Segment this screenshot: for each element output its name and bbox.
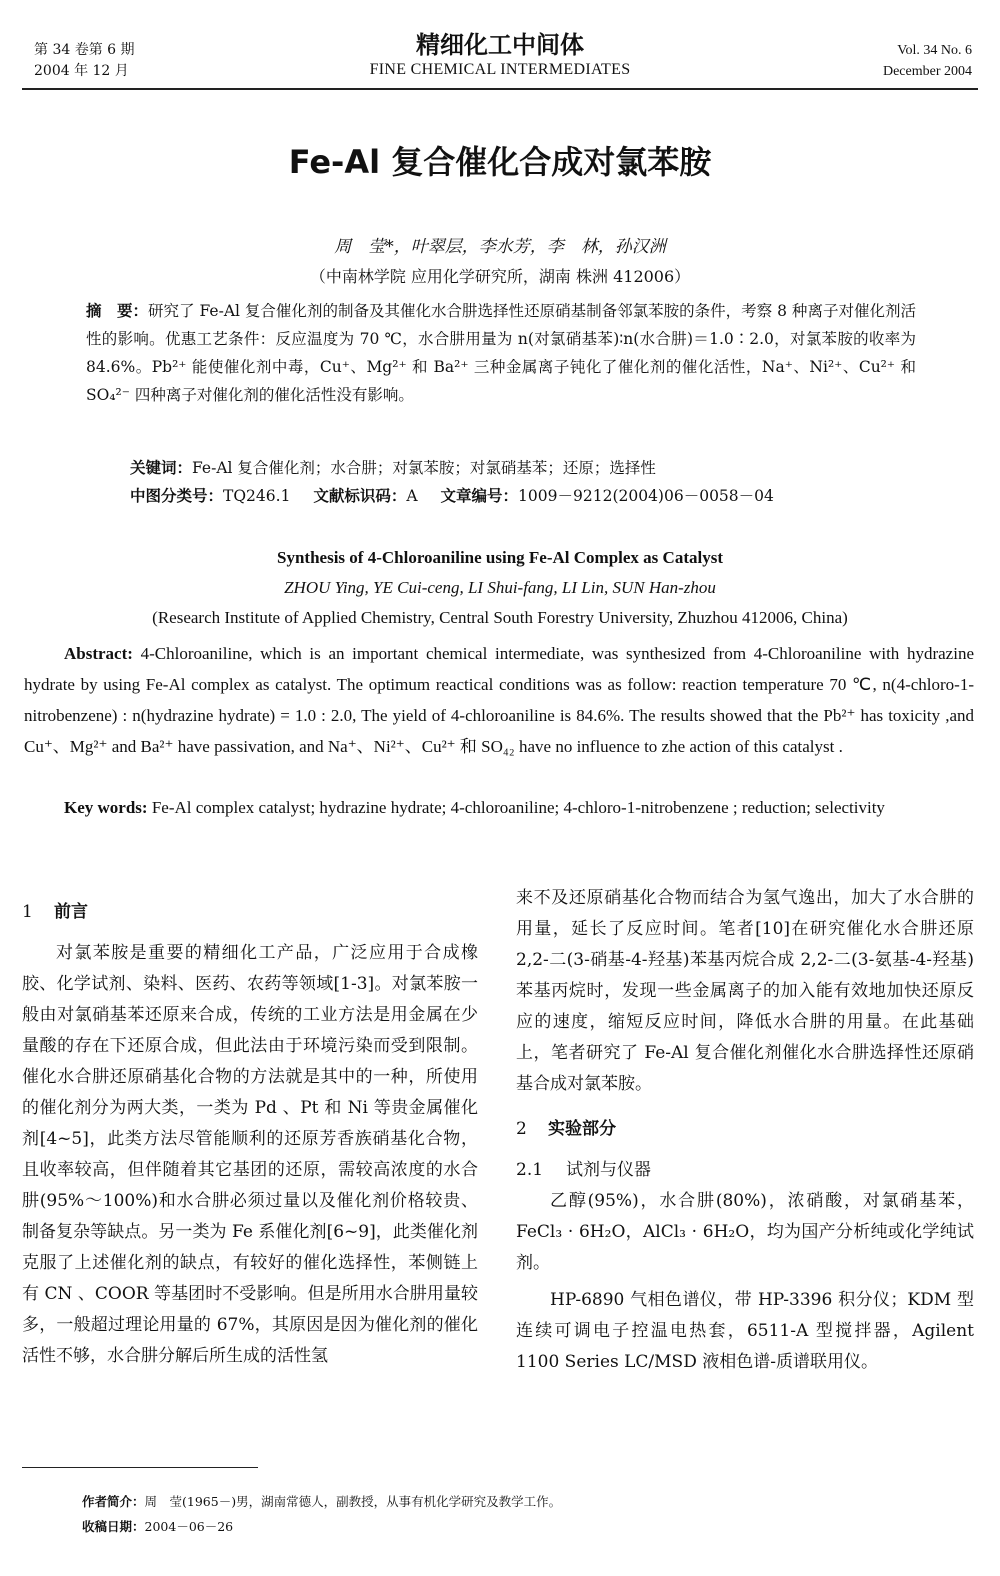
paper-title-cn: Fe-Al 复合催化合成对氯苯胺 (288, 143, 712, 181)
section-1-heading (22, 897, 478, 928)
section-2-heading (516, 1114, 974, 1145)
section-2-title: 实验部分 (548, 1119, 616, 1139)
body-right-column (516, 883, 974, 1378)
keywords-cn-text: Fe-Al 复合催化剂；水合肼；对氯苯胺；对氯硝基苯；还原；选择性 (192, 459, 656, 477)
author-bio-text: 周 莹(1965－)男，湖南常德人，副教授，从事有机化学研究及教学工作。 (144, 1494, 562, 1509)
clc-value: TQ246.1 (223, 487, 291, 505)
section-1-title: 前言 (54, 902, 88, 922)
issue-date-en: December 2004 (882, 64, 972, 79)
journal-name-cn: 精细化工中间体 (416, 31, 584, 59)
doc-code-label: 文献标识码： (313, 487, 407, 505)
issue-date: 2004 年 12 月 (34, 63, 129, 79)
section-1-number: 1 (22, 902, 33, 922)
authors-cn: 周 莹*，叶翠层，李水芳，李 林，孙汉洲 (334, 237, 666, 257)
received-date-text: 2004－06－26 (144, 1519, 234, 1534)
section-2-number: 2 (516, 1119, 527, 1139)
intro-paragraph: 对氯苯胺是重要的精细化工产品，广泛应用于合成橡胶、化学试剂、染料、医药、农药等领域[1-3]。对氯苯胺一般由对氯硝基苯还原来合成，传统的工业方法是用金属在少量酸的存在下还原合成，但此法由于环境污染而受到限制。催化水合肼还原硝基化合物的方法就是其中的一种，所使用的催化剂分为两大类，一类为 Pd 、Pt 和 Ni 等贵金属催化剂[4~5]，此类方法尽管能顺利的还原芳香族硝基化合物，且收率较高，但伴随着其它基团的还原，需较高浓度的水合肼(95%～100%)和水合肼必须过量以及催化剂价格较贵、制备复杂等缺点。另一类为 Fe 系催化剂[6~9]，此类催化剂克服了上述催化剂的缺点，有较好的催化选择性，苯侧链上有 CN 、COOR 等基团时不受影响。但是所用水合肼用量较多，一般超过理论用量的 67%，其原因是因为催化剂的催化活性不够，水合肼分解后所生成的活性氢 (22, 943, 478, 1366)
volume-issue-en: Vol. 34 No. 6 (897, 43, 972, 58)
header-rule (22, 88, 978, 90)
received-date-label: 收稿日期： (82, 1519, 145, 1534)
keywords-en-text: Fe-Al complex catalyst; hydrazine hydrate; 4-chloroaniline; 4-chloro-1-nitrobenzene ; reduction; selectivity (147, 798, 885, 817)
clc-label: 中图分类号： (130, 487, 224, 505)
author-bio-footnote (82, 1492, 962, 1512)
abstract-en-label: Abstract: (64, 644, 133, 663)
author-bio-label: 作者简介： (82, 1494, 145, 1509)
journal-name-en: FINE CHEMICAL INTERMEDIATES (369, 61, 631, 78)
section-2-1-heading (516, 1155, 974, 1186)
journal-name (300, 30, 700, 80)
received-date-footnote (82, 1517, 962, 1537)
article-id-label: 文章编号： (440, 487, 519, 505)
paper-title-en: Synthesis of 4-Chloroaniline using Fe-Al Complex as Catalyst (277, 548, 723, 567)
affiliation-en: (Research Institute of Applied Chemistry, Central South Forestry University, Zhuzhou 412006, China) (152, 608, 848, 627)
keywords-en-label: Key words: (64, 798, 148, 817)
keywords-cn-label: 关键词： (130, 459, 193, 477)
intro-paragraph-continued: 来不及还原硝基化合物而结合为氢气逸出，加大了水合肼的用量，延长了反应时间。笔者[10]在研究催化水合肼还原 2,2-二(3-硝基-4-羟基)苯基丙烷合成 2,2-二(3-氨基-4-羟基)苯基丙烷时，发现一些金属离子的加入能有效地加快还原反应的速度，缩短反应时间，降低水合肼的用量。在此基础上，笔者研究了 Fe-Al 复合催化剂催化水合肼选择性还原硝基合成对氯苯胺。 (516, 888, 974, 1094)
article-id-value: 1009－9212(2004)06－0058－04 (518, 487, 774, 505)
abstract-cn (86, 297, 916, 409)
issue-info-en (883, 40, 972, 82)
keywords-en (24, 792, 974, 823)
classification-cn (130, 483, 920, 509)
abstract-en (24, 638, 974, 762)
abstract-en-text: 4-Chloroaniline, which is an important chemical intermediate, was synthesized from 4-Chloroaniline with hydrazine hydrate by using Fe-Al complex as catalyst. The optimum reactical conditions was as follow: reaction temperature 70 ℃, n(4-chloro-1-nitrobenzene) : n(hydrazine hydrate) = 1.0 : 2.0, The yield of 4-chloroaniline is 84.6%. The results showed that the Pb²⁺ has toxicity ,and Cu⁺、Mg²⁺ and Ba²⁺ have passivation, and Na⁺、Ni²⁺、Cu²⁺ 和 SO₄₂ have no influence to zhe action of this catalyst . (24, 644, 974, 756)
doc-code-value: A (406, 487, 418, 505)
volume-issue: 第 34 卷第 6 期 (34, 42, 135, 58)
abstract-cn-text: 研究了 Fe-Al 复合催化剂的制备及其催化水合肼选择性还原硝基制备邻氯苯胺的条件，考察 8 种离子对催化剂活性的影响。优惠工艺条件：反应温度为 70 ℃，水合肼用量为 n(对氯硝基苯)∶n(水合肼)＝1.0∶2.0，对氯苯胺的收率为 84.6%。Pb²⁺ 能使催化剂中毒，Cu⁺、Mg²⁺ 和 Ba²⁺ 三种金属离子钝化了催化剂的催化活性，Na⁺、Ni²⁺、Cu²⁺ 和 SO₄²⁻ 四种离子对催化剂的催化活性没有影响。 (86, 302, 916, 404)
section-2-1-title: 试剂与仪器 (566, 1160, 651, 1180)
body-left-column (22, 897, 478, 1372)
affiliation-cn: （中南林学院 应用化学研究所，湖南 株洲 412006） (309, 267, 691, 286)
keywords-cn (130, 455, 920, 481)
abstract-cn-label: 摘 要： (86, 302, 149, 320)
instruments-paragraph: HP-6890 气相色谱仪，带 HP-3396 积分仪；KDM 型连续可调电子控温电热套，6511-A 型搅拌器，Agilent 1100 Series LC/MSD 液相色谱-质谱联用仪。 (516, 1290, 974, 1372)
reagents-paragraph: 乙醇(95%)，水合肼(80%)，浓硝酸，对氯硝基苯，FeCl₃ · 6H₂O，AlCl₃ · 6H₂O，均为国产分析纯或化学纯试剂。 (516, 1191, 974, 1273)
issue-info (34, 40, 135, 82)
authors-en: ZHOU Ying, YE Cui-ceng, LI Shui-fang, LI Lin, SUN Han-zhou (284, 578, 716, 597)
section-2-1-number: 2.1 (516, 1160, 544, 1180)
footnote-rule (22, 1467, 258, 1468)
